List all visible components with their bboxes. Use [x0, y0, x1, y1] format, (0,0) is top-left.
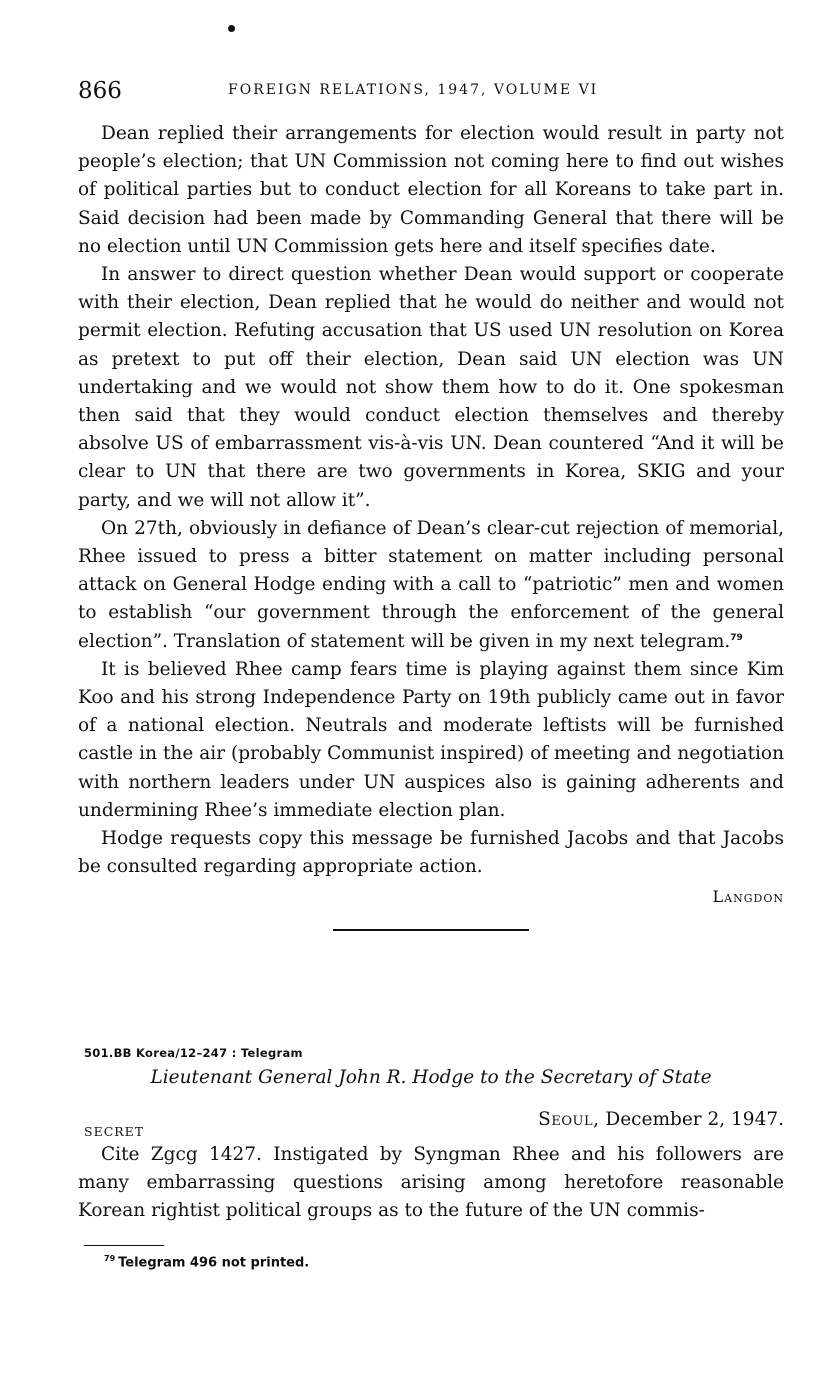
paragraph-text: On 27th, obviously in defiance of Dean’s clear-cut rejection of memorial, Rhee issued to press a bitter statement on matter including personal attack on General Hodge ending with a call to “patriotic” men and women to establish “our government through the enforcement of the general election”. Translation of statement will be given in my next telegram.	[78, 517, 784, 652]
telegram-body	[78, 1141, 784, 1226]
page-number: 866	[78, 78, 122, 104]
document-reference: 501.BB Korea/12–247 : Telegram	[84, 1046, 303, 1060]
dateline-place: Seoul,	[538, 1109, 600, 1130]
paragraph: Cite Zgcg 1427. Instigated by Syngman Rhee and his followers are many embarrassing questions arising among heretofore reasonable Korean rightist political groups as to the future of the UN commis-	[78, 1144, 784, 1222]
paragraph: Dean replied their arrangements for election would result in party not people’s election; that UN Commission not coming here to find out wishes of political parties but to conduct election for all Koreans to take part in. Said decision had been made by Commanding General that there will be no election until UN Commission gets here and itself specifies date.	[78, 123, 784, 257]
dateline	[538, 1109, 784, 1130]
paragraph: It is believed Rhee camp fears time is playing against them since Kim Koo and his strong Independence Party on 19th publicly came out in favor of a national election. Neutrals and moderate leftists will be furnished castle in the air (probably Communist inspired) of meeting and negotiation with northern leaders under UN auspices also is gaining adherents and undermining Rhee’s immediate election plan.	[78, 658, 784, 821]
document-title: Lieutenant General John R. Hodge to the Secretary of State	[150, 1067, 712, 1088]
footnote-divider	[84, 1245, 164, 1246]
classification-label: SECRET	[84, 1124, 145, 1139]
footnote-text: Telegram 496 not printed.	[118, 1255, 310, 1271]
paragraph: In answer to direct question whether Dean would support or cooperate with their election, Dean replied that he would do neither and would not permit election. Refuting accusation that US used UN resolution on Korea as pretext to put off their election, Dean said UN election was UN undertaking and we would not show them how to do it. One spokesman then said that they would conduct election themselves and thereby absolve US of embarrassment vis-à-vis UN. Dean countered “And it will be clear to UN that there are two governments in Korea, SKIG and your party, and we will not allow it”.	[78, 264, 784, 511]
paragraph: Hodge requests copy this message be furnished Jacobs and that Jacobs be consulted regarding appropriate action.	[78, 828, 784, 878]
footnote-number: 79	[104, 1254, 116, 1263]
page-header	[78, 76, 784, 110]
footnote-marker[interactable]: 79	[730, 632, 743, 643]
running-head: FOREIGN RELATIONS, 1947, VOLUME VI	[228, 82, 599, 98]
footnote	[104, 1254, 309, 1270]
section-divider	[333, 929, 529, 931]
stray-mark	[228, 25, 235, 32]
signature: Langdon	[712, 887, 784, 907]
body-text	[78, 120, 784, 931]
paragraph	[78, 515, 784, 656]
dateline-date: December 2, 1947.	[605, 1109, 784, 1130]
